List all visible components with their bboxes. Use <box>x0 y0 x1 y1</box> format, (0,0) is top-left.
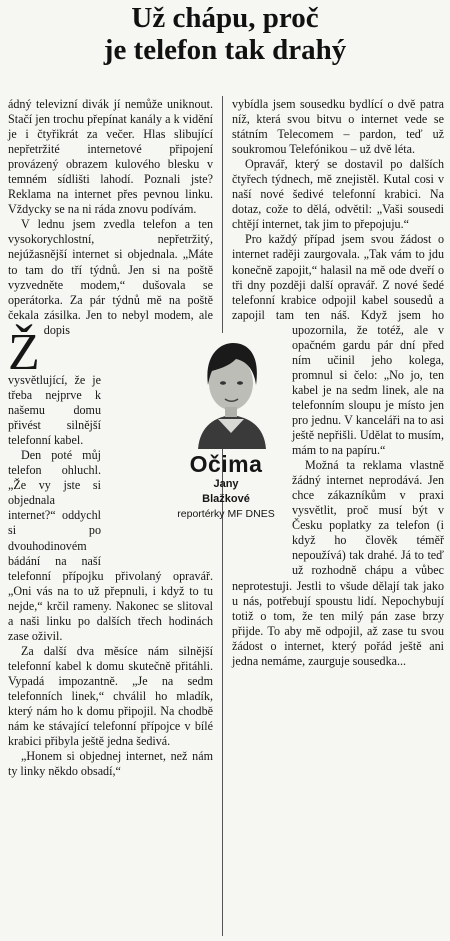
author-portrait <box>188 333 274 449</box>
paragraph-9: Možná ta reklama vlastně žádný internet neprodává. Jen chce zákazníkům v praxi vysvětlit, proč musí být v Česku poplatky za telefon (i když ho člověk téměř nepoužívá) tak drahé. Já to teď už rozhodně chápu a vůbec neprotestuji. Jestli to všude dělají tak jako u nás, potřebují spoustu lidí. Nepochybují totiž o tom, že ten milý pán zase brzy přijde. To aby mě odpojil, až zase tu svou žádost o internet, který pořád ještě ani jedna nemáme, zaurguje sousedka... <box>232 458 444 668</box>
paragraph-7: Opravář, který se dostavil po dalších čtyřech týdnech, mě znejistěl. Kutal cosi v naší nové šedivé telefonní krabici. Na dotaz, cože to dělá, odvětil: „Vaši sousedi chtějí internet, tak jim to přepojuju.“ <box>232 157 444 232</box>
headline-line-2: je telefon tak drahý <box>103 34 347 66</box>
paragraph-3: Den poté můj telefon ohluchl. „Že vy jste si objednala internet?“ oddychl si po dvouhodinovém bádání na naší telefonní přípojku přivolaný opravář. „Oni vás na to už přepnuli, i když to tu nejde,“ krčil rameny. Nakonec se slitoval a naši linku po dalších třech hodinách zase oživil. <box>8 448 213 643</box>
paragraph-8: Pro každý případ jsem svou žádost o internet raději zaurgovala. „Tak vám to jdu konečně zapojit,“ halasil na mě ode dveří o tři dny později další opravář. Z nové šedé telefonní krabice odpojil kabel sousedů a zapojil tam ten náš. Když jsem ho upozornila, že totéž, ale v opačném gardu pár dní před ním učinil jeho kolega, promnul si čelo: „No jo, ten kabel je na sedm linek, ale na telefonním sloupu je místo jen pro jednu. V kanceláři na to asi ještě nepřišli. Udělat to musím, mám to na papíru.“ <box>232 232 444 458</box>
author-byline <box>170 451 282 521</box>
headline-line-1: Už chápu, proč <box>131 2 319 34</box>
paragraph-4: Za další dva měsíce nám silnější telefonní kabel k domu skutečně přitáhli. Vypadá impozantně. „Je na sedm telefonních linek,“ chválil ho mladík, který nám ho k domu připojil. Na chodbě nám ke stávající telefonní přípojce v bílé krabici přibyla ještě jedna šedivá. <box>8 643 213 749</box>
paragraph-6: vybídla jsem sousedku bydlící o dvě patra níž, která svou bitvu o internet vede se státním Telecomem – pardon, teď už soukromou Telefónikou – už dvě léta. <box>232 97 444 157</box>
article-headline <box>0 2 450 66</box>
author-first-name: Jany <box>213 478 239 490</box>
paragraph-5: „Honem si objednej internet, než nám ty linky někdo obsadí,“ <box>8 749 213 779</box>
paragraph-1: Ž ádný televizní divák jí nemůže uniknout. Stačí jen trochu přepínat kanály a k vidění je i čtyřikrát za večer. Hlas slibující nepřetržité internetové připojení provázený obrazem kulového blesku v temném sídlišti lahodí. Poznali jste? Reklama na internet přes pevnou linku. Vždycky se na ni ráda znovu podívám. <box>8 97 213 381</box>
paragraph-2: V lednu jsem zvedla telefon a ten vysokorychlostní, nepřetržitý, nejúžasnější internet si objednala. „Máte to tam do tří týdnů. Jen si na poště vyzvedněte modem,“ dušovala se operátorka. Za pár týdnů mě na poště čekala zásilka. Jen to nebyl modem, ale dopis vysvětlující, že je třeba nejprve k našemu domu přivést silnější telefonní kabel. <box>8 217 213 448</box>
left-column <box>8 97 213 779</box>
rubric-title: Očima <box>189 451 263 477</box>
author-last-name: Blažkové <box>202 493 250 505</box>
author-role: reportérky MF DNES <box>177 508 275 520</box>
drop-cap: Ž <box>8 324 40 381</box>
